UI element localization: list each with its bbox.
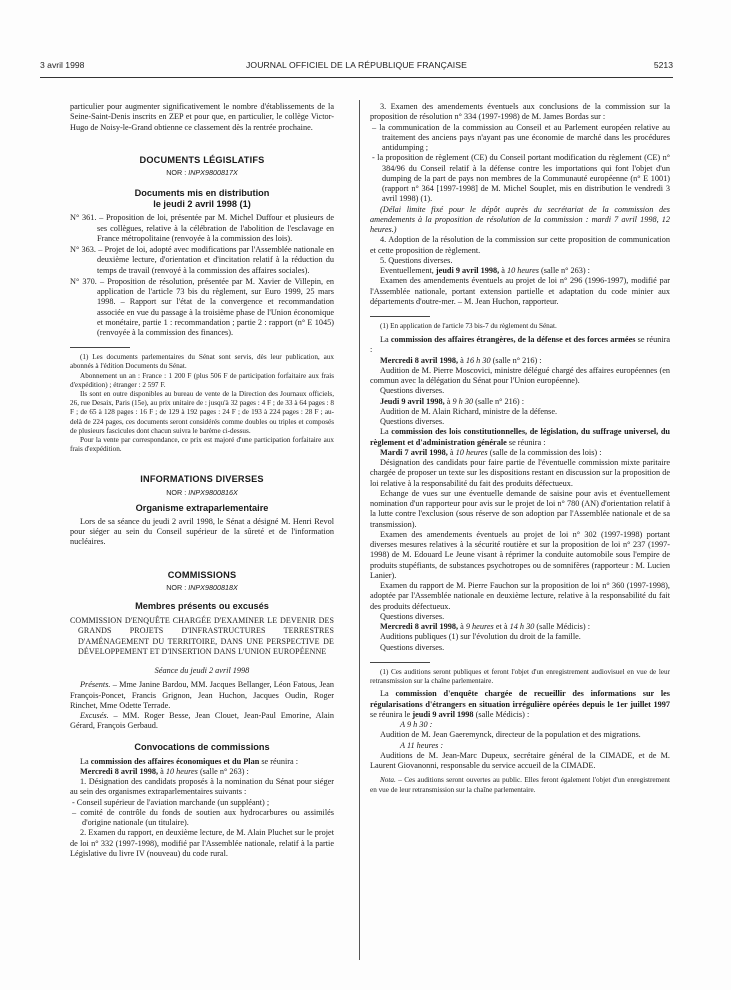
text: à <box>458 622 466 632</box>
agenda-item: Examen du rapport de M. Pierre Fauchon sur la proposition de loi n° 360 (1997-1998), adoptée par l'Assemblée nationale en deuxième lecture, relative à la responsabilité du fait des produits défectueux. <box>370 581 670 611</box>
subtitle-membres: Membres présents ou excusés <box>135 601 269 612</box>
agenda-item: 1. Désignation des candidats proposés à la nomination du Sénat pour siéger au sein des organismes extraparlementaires suivants : <box>70 777 334 797</box>
room: (salle n° 263) : <box>538 266 590 275</box>
document-text: – Proposition de résolution, présentée par M. Xavier de Villepin, en application de l'article 73 bis du règlement, sur Euro 1999, 25 mars 1998. – Rapport sur l'état de la convergence et recommandation associée en vue du passage à la troisième phase de l'Union économique et monétaire, partie 1 : recommandation ; partie 2 : rapport (n° E 1045) (renvoyée à la commission des finances). <box>97 276 335 337</box>
agenda-item: Questions diverses. <box>380 642 445 652</box>
document-list <box>70 213 334 338</box>
nor-reference <box>70 168 334 178</box>
header-date: 3 avril 1998 <box>40 60 85 70</box>
time: 14 h 30 <box>509 622 535 632</box>
time: 16 h 30 <box>465 355 491 365</box>
footnote: (1) Les documents parlementaires du Sénat sont servis, dès leur publication, aux abonnés à l'édition Documents du Sénat. <box>70 353 334 371</box>
commission-name: commission des affaires étrangères, de la défense et des forces armées <box>390 335 636 345</box>
agenda-item: 5. Questions diverses. <box>380 255 453 265</box>
enquete-title: COMMISSION D'ENQUÊTE CHARGÉE D'EXAMINER LE DEVENIR DES GRANDS PROJETS D'INFRASTRUCTURES TERRESTRES D'AMÉNAGEMENT DU TERRITOIRE, DANS UNE PERSPECTIVE DE DÉVELOPPEMENT ET D'INSERTION DANS L'UNION EUROPÉENNE <box>70 616 334 656</box>
agenda-item: Audition de M. Alain Richard, ministre de la défense. <box>380 406 558 416</box>
footnote-rule <box>370 316 430 317</box>
document-text: – Projet de loi, adopté avec modifications par l'Assemblée nationale en deuxième lecture, d'orientation et d'incitation relatif à la réduction du temps de travail (renvoyé à la commission des affaires sociales). <box>97 245 334 275</box>
presents-paragraph <box>70 680 334 711</box>
room: (salle Médicis) : <box>473 709 530 719</box>
agenda-item: 3. Examen des amendements éventuels aux conclusions de la commission sur la proposition de résolution n° 334 (1997-1998) de M. James Bordas sur : <box>370 102 670 122</box>
room: (salle n° 216) : <box>490 355 542 365</box>
document-number: N° 361. <box>70 213 97 223</box>
document-number: N° 370. <box>70 276 97 286</box>
commission-enquete-heading <box>370 689 670 720</box>
column-divider <box>359 100 360 960</box>
subtitle-documents-2: le jeudi 2 avril 1998 (1) <box>153 199 251 210</box>
commission-name: commission des lois constitutionnelles, de législation, du suffrage universel, du règlement et d'administration générale <box>370 427 670 447</box>
text: à <box>444 396 453 406</box>
room: (salle Médicis) : <box>534 622 590 632</box>
excuses-paragraph <box>70 711 334 732</box>
nor-label: NOR : <box>166 582 187 592</box>
agenda-item: Examen des amendements éventuels au projet de loi n° 302 (1997-1998) portant diverses mesures relatives à la sécurité routière et sur la proposition de loi n° 237 (1997-1998) de M. Edouard Le Jeune visant à réprimer la conduite automobile sous l'empire de produits stupéfiants, de substances psychotropes ou de somnifères (rapporteur : M. Lucien Lanier). <box>370 529 670 580</box>
commission-ae-heading <box>370 335 670 356</box>
section-title-documents: DOCUMENTS LÉGISLATIFS <box>139 154 265 165</box>
intro-paragraph: particulier pour augmenter significativement le nombre d'établissements de la Seine-Saint-Denis inscrits en ZEP et pour que, en particulier, le collège Victor-Hugo de Noisy-le-Grand obtienne ce classement dès la rentrée prochaine. <box>70 102 334 132</box>
header-rule <box>40 77 673 78</box>
agenda-item: 2. Examen du rapport, en deuxième lecture, de M. Alain Pluchet sur le projet de loi n° 332 (1997-1998), modifié par l'Assemblée nationale, relatif à la partie Législative du livre IV (nouveau) du code rural. <box>70 828 334 858</box>
section-title-informations: INFORMATIONS DIVERSES <box>140 474 264 485</box>
date: Mercredi 8 avril 1998, <box>80 766 159 776</box>
section-title-commissions: COMMISSIONS <box>167 569 237 580</box>
time-heading: A 11 heures : <box>400 740 444 750</box>
document-item <box>70 277 334 339</box>
text: Eventuellement, <box>380 266 436 275</box>
right-column <box>370 102 670 795</box>
document-item <box>70 213 334 244</box>
subtitle-convocations: Convocations de commissions <box>134 741 270 752</box>
text: et à <box>493 622 510 632</box>
excuses-list: – MM. Roger Besse, Jean Clouet, Jean-Paul Emorine, Alain Gérard, François Gerbaud. <box>70 711 334 731</box>
info-paragraph: Lors de sa séance du jeudi 2 avril 1998, le Sénat a désigné M. Henri Revol pour siéger au sein du Conseil supérieur de la sûreté et de l'information nucléaires. <box>70 516 334 547</box>
text: La <box>380 335 391 345</box>
agenda-item: Audition de M. Jean Gaeremynck, directeur de la population et des migrations. <box>380 730 641 740</box>
footnote-rule <box>370 662 430 663</box>
subtitle-organisme: Organisme extraparlementaire <box>135 502 269 513</box>
header-page-number: 5213 <box>653 60 673 70</box>
footnote: Abonnement un an : France : 1 200 F (plus 506 F de participation forfaitaire aux frais d'expédition) ; étranger : 2 597 F. <box>70 371 334 389</box>
document-text: – Proposition de loi, présentée par M. Michel Duffour et plusieurs de ses collègues, relative à la célébration de l'abolition de l'esclavage en France métropolitaine (renvoyée à la commission des lois). <box>97 213 335 243</box>
text: à <box>158 766 166 776</box>
agenda-subitem: - la proposition de règlement (CE) du Conseil portant modification du règlement (CE) n° 384/96 du Conseil relatif à la défense contre les importations qui font l'objet d'un dumping de la part de pays non membres de la Communauté européenne (n° E 1001) (rapport n° 364 [1997-1998] de M. Michel Souplet, mis en distribution le vendredi 3 avril 1998) (1). <box>372 153 670 204</box>
footnote: Ils sont en outre disponibles au bureau de vente de la Direction des Journaux officiels, 26, rue Desaix, Paris (15e), au prix unitaire de : jusqu'à 32 pages : 4 F ; de 33 à 64 pages : 8 F ; de 65 à 128 pages : 16 F ; de 129 à 192 pages : 24 F ; de 193 à 224 pages : 28 F ; au-delà de 224 pages, ces documents seront considérés comme doubles ou triples et composés de plusieurs fascicules dont chacun suivra le barème ci-dessus. <box>70 390 334 435</box>
seance-date: Séance du jeudi 2 avril 1998 <box>154 666 250 676</box>
agenda-item: Auditions de M. Jean-Marc Dupeux, secrétaire général de la CIMADE, et de M. Laurent Giovanonni, responsable du service accueil de la CIMADE. <box>370 750 670 771</box>
time: 9 h 30 <box>452 396 474 406</box>
text: La <box>80 756 91 766</box>
footnote: (1) Ces auditions seront publiques et feront l'objet d'un enregistrement audiovisuel en vue de leur retransmission sur la chaîne parlementaire. <box>370 667 670 686</box>
agenda-item: Examen des amendements éventuels au projet de loi n° 296 (1996-1997), modifié par l'Assemblée nationale, portant extension partielle et adaptation du code minier aux départements d'outre-mer. – M. Jean Huchon, rapporteur. <box>370 276 670 306</box>
time-heading: A 9 h 30 : <box>400 720 433 730</box>
date: Mercredi 8 avril 1998, <box>380 622 459 632</box>
agenda-item: Echange de vues sur une éventuelle demande de saisine pour avis et éventuellement nomination d'un rapporteur pour avis sur le projet de loi n° 780 (AN) d'orientation relatif à la lutte contre l'exclusion (sous réserve de son adoption par l'Assemblée nationale et de sa transmission). <box>370 488 670 529</box>
commission-name: commission d'enquête chargée de recueillir des informations sur les régularisations d'étrangers en situation irrégulière opérées depuis le 1er juillet 1997 <box>370 689 670 709</box>
meeting-date <box>370 622 670 632</box>
nor-reference <box>70 583 334 593</box>
delai-note: (Délai limite fixé pour le dépôt auprès du secrétariat de la commission des amendements à la proposition de résolution de la commission : mardi 7 avril 1998, 12 heures.) <box>370 204 670 234</box>
time: 10 heures <box>455 447 488 457</box>
text: à <box>458 355 466 365</box>
footnote: (1) En application de l'article 73 bis-7 du règlement du Sénat. <box>380 322 557 330</box>
presents-label: Présents. <box>80 680 111 690</box>
nota-label: Nota. <box>380 776 396 785</box>
subtitle-documents-1: Documents mis en distribution <box>134 188 270 199</box>
room: (salle n° 263) : <box>197 766 249 776</box>
document-number: N° 363. <box>70 245 96 254</box>
time: 9 heures <box>465 622 494 632</box>
footnote-rule <box>70 347 130 348</box>
nor-code: INPX9800817X <box>188 168 238 177</box>
date: jeudi 9 avril 1998 <box>412 709 474 719</box>
document-item <box>70 245 334 276</box>
meeting-date <box>370 448 670 458</box>
text: se réunira : <box>259 756 298 766</box>
agenda-subitem: - Conseil supérieur de l'aviation marchande (un suppléant) ; <box>72 797 270 807</box>
date: Jeudi 9 avril 1998, <box>380 396 445 406</box>
agenda-item: 4. Adoption de la résolution de la commission sur cette proposition de communication et cette proposition de règlement. <box>370 235 670 255</box>
agenda-subitem: – comité de contrôle du fonds de soutien aux hydrocarbures ou assimilés d'origine nationale (un titulaire). <box>72 807 334 828</box>
date: Mardi 7 avril 1998, <box>380 447 448 457</box>
commission-name: commission des affaires économiques et du Plan <box>90 756 260 766</box>
agenda-item: Audition de M. Pierre Moscovici, ministre délégué chargé des affaires européennes (en commun avec la délégation du Sénat pour l'Union européenne). <box>370 365 670 386</box>
header-title: JOURNAL OFFICIEL DE LA RÉPUBLIQUE FRANÇAISE <box>246 60 467 70</box>
meeting-date <box>370 266 670 276</box>
text: se réunira le <box>370 709 413 719</box>
date: Mercredi 8 avril 1998, <box>380 355 459 365</box>
nor-reference <box>70 488 334 498</box>
commission-eco-heading <box>70 757 334 767</box>
nor-code: INPX9800818X <box>188 582 238 592</box>
text: se réunira : <box>506 437 546 447</box>
nota-text: – Ces auditions seront ouvertes au public. Elles feront également l'objet d'un enregistrement en vue de leur retransmission sur la chaîne parlementaire. <box>370 776 670 794</box>
presents-list: – Mme Janine Bardou, MM. Jacques Bellanger, Léon Fatous, Jean François-Poncet, Francis Grignon, Jean Huchon, Jacques Oudin, Roger Rinchet, Mme Odette Terrade. <box>70 680 334 710</box>
excuses-label: Excusés. <box>80 711 109 721</box>
meeting-date <box>370 397 670 407</box>
commission-lois-heading <box>370 427 670 448</box>
time: 10 heures <box>506 266 539 275</box>
time: 10 heures <box>165 766 198 776</box>
date: jeudi 9 avril 1998, <box>435 266 500 275</box>
meeting-date <box>70 767 334 777</box>
nor-label: NOR : <box>166 168 187 177</box>
room: (salle de la commission des lois) : <box>487 447 602 457</box>
agenda-subitem: – la communication de la commission au Conseil et au Parlement européen relative au traitement des anciens pays n'ayant pas une économie de marché dans les procédures antidumping ; <box>372 122 670 152</box>
meeting-date <box>370 356 670 366</box>
agenda-item: Questions diverses. <box>380 611 445 621</box>
left-column <box>70 102 334 859</box>
text: La <box>380 689 396 699</box>
text: La <box>380 427 392 437</box>
room: (salle n° 216) : <box>473 396 525 406</box>
nota-note <box>370 776 670 794</box>
text: à <box>499 266 507 275</box>
page-header <box>40 60 673 74</box>
agenda-item: Questions diverses. <box>380 386 445 396</box>
nor-code: INPX9800816X <box>188 487 238 497</box>
text: se réunira : <box>370 335 671 355</box>
text: à <box>447 447 456 457</box>
agenda-item: Auditions publiques (1) sur l'évolution du droit de la famille. <box>380 632 581 642</box>
footnote: Pour la vente par correspondance, ce prix est majoré d'une participation forfaitaire aux frais d'expédition. <box>70 436 334 454</box>
agenda-item: Questions diverses. <box>380 417 445 427</box>
nor-label: NOR : <box>166 487 187 497</box>
agenda-item: Désignation des candidats pour faire partie de l'éventuelle commission mixte paritaire chargée de proposer un texte sur les dispositions restant en discussion sur la proposition de loi relative à la responsabilité du fait des produits défectueux. <box>370 458 670 488</box>
footnotes-documents <box>70 353 334 454</box>
